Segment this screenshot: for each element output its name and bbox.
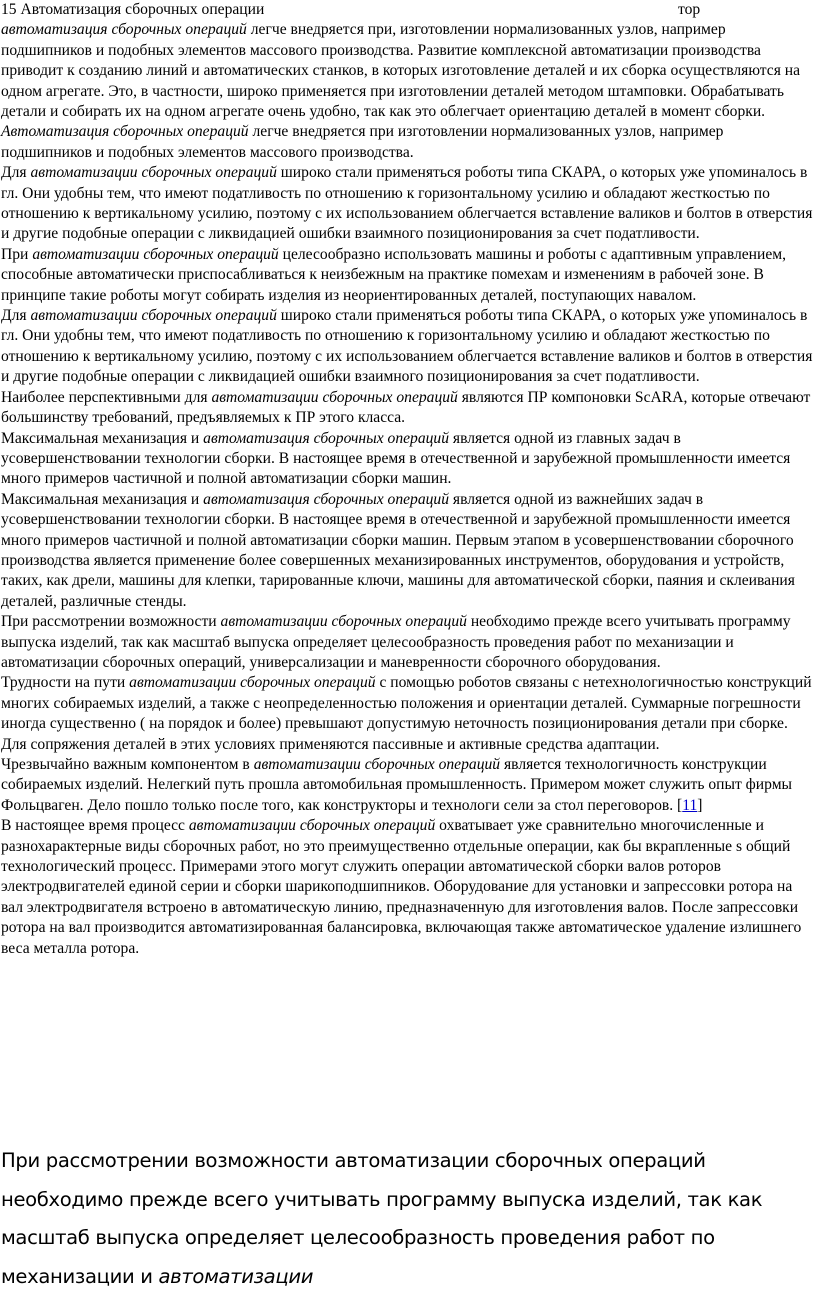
large-paragraph [0,1142,814,1296]
paragraph-text: является одной из важнейших задач в усовершенствовании технологии сборки. В настоящее время в отечественной и зарубежной промышленности имеется много примеров частичной и полной автоматизации сборки машин. Первым этапом в усовершенствовании сборочного производства является применение более совершенных механизированных инструментов, оборудования и устройств, таких, как дрели, машины для клепки, тарированные ключи, машины для автоматической сборки, паяния и склеивания деталей, различные стенды. [1,490,795,610]
paragraph-3 [1,163,814,245]
paragraph-lead: Наиболее перспективными для [1,388,212,406]
paragraph-9 [1,612,814,673]
paragraph-12 [1,816,814,959]
header-line [1,0,814,20]
paragraph-lead: В настоящее время процесс [1,817,189,835]
large-paragraph-italic-tail: автоматизации [158,1264,314,1288]
term-italic: автоматизации сборочных операций [253,756,501,774]
term-italic: Автоматизация сборочных операций [1,123,249,141]
reference-link[interactable]: 11 [682,796,698,814]
term-italic: автоматизации сборочных операций [129,674,376,692]
term-italic: автоматизации сборочных операций [30,164,277,182]
term-italic: автоматизация сборочных операций [203,429,450,447]
term-italic: автоматизации сборочных операций [32,245,279,263]
paragraph-lead: Трудности на пути [1,674,130,692]
paragraph-text: целесообразно использовать машины и роботы с адаптивным управлением, способные автоматически приспосабливаться к неизбежным на практике помехам и изменениям в рабочей зоне. В принципе такие роботы могут собирать изделия из неориентированных деталей, поступающих навалом. [1,245,787,304]
paragraph-11 [1,755,814,816]
paragraph-text: легче внедряется при изготовлении нормализованных узлов, например подшипников и подобных элементов массового производства. [1,123,724,161]
paragraph-1 [1,20,814,122]
paragraph-10 [1,673,814,755]
large-paragraph-text: При рассмотрении возможности автоматизации сборочных операций необходимо прежде всего учитывать программу выпуска изделий, так как масштаб выпуска определяет целесообразность проведения работ по механизации и [1,1149,763,1288]
term-italic: автоматизации сборочных операций [220,613,467,631]
paragraph-lead: Максимальная механизация и [1,490,204,508]
section-title: Автоматизация сборочных операции [20,1,265,18]
term-italic: автоматизация сборочных операций [1,21,247,39]
paragraph-lead: При [1,245,33,263]
paragraph-text: являются ПР компоновки ScARA, которые отвечают большинству требований, предъявляемых к ПР этого класса. [1,388,811,427]
paragraph-lead: Для [1,307,31,325]
paragraph-text: является технологичность конструкции собираемых изделий. Нелегкий путь прошла автомобильная промышленность. Примером может служить опыт фирмы Фольцваген. Дело пошло только после того, как конструкторы и технологи сели за стол переговоров. [ [1,756,793,814]
paragraph-7 [1,429,814,490]
term-italic: автоматизации сборочных операций [30,307,277,325]
paragraph-lead: Максимальная механизация и [1,429,204,447]
paragraph-4 [1,245,814,306]
term-italic: автоматизация сборочных операций [203,490,450,508]
paragraph-8 [1,490,814,612]
term-italic: автоматизации сборочных операций [211,388,458,406]
reference-close-bracket: ] [697,796,703,814]
paragraph-text: охватывает уже сравнительно многочисленные и разнохарактерные виды сборочных работ, но это преимущественно отдельные операции, как бы вкрапленные s общий технологический процесс. Примерами этого могут служить операции автоматической сборки валов роторов электродвигателей единой серии и сборки шарикоподшипников. Оборудование для установки и запрессовки ротора на вал электродвигателя встроено в автоматическую линию, предназначенную для изготовления валов. После запрессовки ротора на вал производится автоматизированная балансировка, включающая также автоматическое удаление излишнего веса металла ротора. [1,817,802,957]
paragraph-2 [1,122,814,163]
paragraph-lead: Для [1,164,31,182]
paragraph-5 [1,306,814,388]
paragraph-text: широко стали применяться роботы типа СКАРА, о которых уже упоминалось в гл. Они удобны тем, что имеют податливость по отношению к горизонтальному усилию и обладают жесткостью по отношению к вертикальному усилию, поэтому с их использованием облегчается вставление валиков и болтов в отверстия и другие подобные операции с ликвидацией ошибки взаимного позиционирования за счет податливости. [1,307,813,386]
paragraph-text: с помощью роботов связаны с нетехнологичностью конструкций многих собираемых изделий, а также с неопределенностью положения и ориентации деталей. Суммарные погрешности иногда существенно ( на порядок и более) превышают допустимую неточность позиционирования детали при сборке. Для сопряжения деталей в этих условиях применяются пассивные и активные средства адаптации. [1,674,812,753]
paragraph-lead: Чрезвычайно важным компонентом в [1,756,254,774]
section-number: 15 [1,1,17,18]
paragraph-lead: При рассмотрении возможности [1,613,221,631]
paragraph-text: необходимо прежде всего учитывать программу выпуска изделий, так как масштаб выпуска определяет целесообразность проведения работ по механизации и автоматизации сборочных операций, универсализации и маневренности сборочного оборудования. [1,613,791,671]
paragraph-6 [1,388,814,429]
paragraph-text: широко стали применяться роботы типа СКАРА, о которых уже упоминалось в гл. Они удобны тем, что имеют податливость по отношению к горизонтальному усилию и обладают жесткостью по отношению к вертикальному усилию, поэтому с их использованием облегчается вставление валиков и болтов в отверстия и другие подобные операции с ликвидацией ошибки взаимного позиционирования за счет податливости. [1,164,813,243]
paragraph-text: является одной из главных задач в усовершенствовании технологии сборки. В настоящее время в отечественной и зарубежной промышленности имеется много примеров частичной и полной автоматизации сборки машин. [1,429,791,488]
term-italic: автоматизации сборочных операций [188,817,436,835]
paragraph-text: легче внедряется при, изготовлении нормализованных узлов, например подшипников и подобных элементов массового производства. Развитие комплексной автоматизации производства приводит к созданию линий и автоматических станков, в которых изготовление деталей и их сборка осуществляются на одном агрегате. Это, в частности, широко применяется при изготовлении деталей методом штамповки. Обрабатывать детали и собирать их на одном агрегате очень удобно, так как это облегчает ориентацию деталей в момент сборки. [1,21,801,121]
header-right-word: тор [678,1,701,18]
